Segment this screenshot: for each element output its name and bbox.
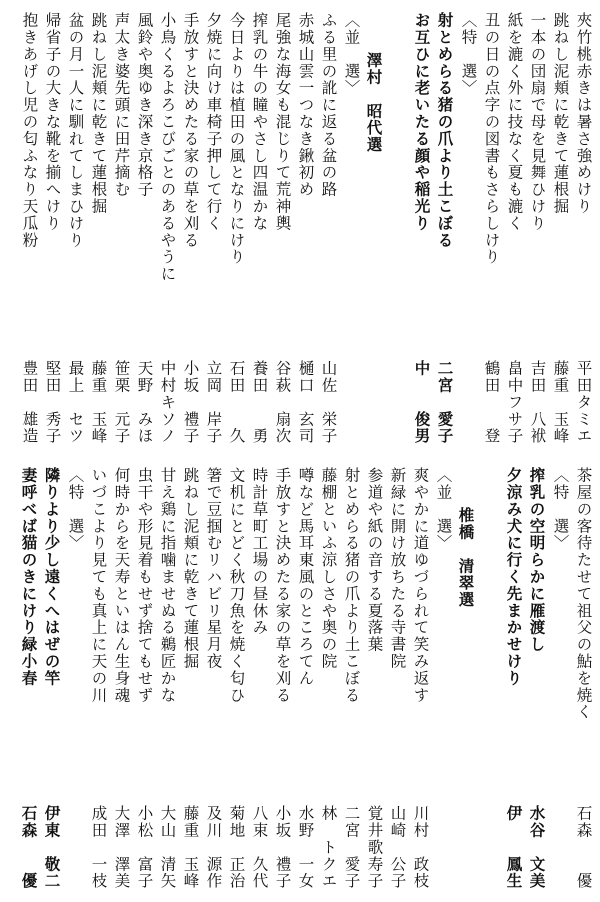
author-name: 山佐 栄子 — [319, 360, 338, 445]
haiku-text: 小鳥くるよろこびごとのあるやうに — [158, 12, 177, 283]
haiku-text: 今日よりは植田の風となりにけり — [227, 12, 246, 266]
author-name: 成田 一枝 — [89, 805, 108, 890]
author-name: 水谷 文美 — [527, 805, 547, 890]
haiku-text: 夕焼に向け車椅子押して行く — [204, 12, 223, 232]
author-name: 豊田 雄造 — [20, 360, 39, 445]
haiku-text: 跳ねし泥頬に乾きて蓮根掘 — [89, 12, 108, 215]
haiku-text: 尾強な海女も混じりて荒神輿 — [273, 12, 292, 232]
haiku-text: 赤城山雲一つなき鍬初め — [296, 12, 315, 198]
author-name: 林 トクエ — [319, 805, 338, 890]
author-name: 樋口 玄司 — [296, 360, 315, 445]
author-name: 天野 みほ — [135, 360, 154, 445]
author-name: 養田 勇 — [250, 360, 269, 445]
section-heading-special: 〈特 選〉 — [551, 467, 570, 552]
haiku-text: 箸で豆掴むリハビリ星月夜 — [204, 467, 223, 670]
author-name: 藤重 玉峰 — [551, 360, 570, 445]
author-name: 二宮 愛子 — [435, 360, 455, 445]
author-name: 八束 久代 — [250, 805, 269, 890]
haiku-text: 手放すと決めたる家の草を刈る — [273, 467, 292, 704]
section-heading-regular: 〈並 選〉 — [434, 467, 453, 552]
haiku-text: 新緑に開け放ちたる寺書院 — [388, 467, 407, 670]
haiku-text: 射とめらる猪の爪より土こぼる — [342, 467, 361, 704]
author-name: 小坂 禮子 — [181, 360, 200, 445]
haiku-text: お互ひに老いたる顔や稲光り — [412, 12, 432, 232]
haiku-text: 盆の月一人に馴れてしまひけり — [66, 12, 85, 249]
author-name: 吉田 八袱 — [528, 360, 547, 445]
author-name: 石田 久 — [227, 360, 246, 445]
haiku-text: 声太き婆先頭に田芹摘む — [112, 12, 131, 198]
author-name: 藤重 玉峰 — [89, 360, 108, 445]
haiku-text: 時計草町工場の昼休み — [250, 467, 269, 636]
haiku-text: 丑の日の点字の図書もさらしけり — [482, 12, 501, 266]
haiku-text: 甘え鶏に指噛ませぬる鵜匠かな — [158, 467, 177, 704]
author-name: 伊東 敬二 — [42, 805, 62, 890]
author-name: 藤重 玉峰 — [181, 805, 200, 890]
author-name: 伊 鳳生 — [504, 805, 524, 890]
haiku-text: 搾乳の牛の瞳やさし四温かな — [250, 12, 269, 232]
haiku-text: いづこより見ても真上に天の川 — [89, 467, 108, 704]
author-name: 川村 政枝 — [411, 805, 430, 890]
author-name: 小坂 禮子 — [273, 805, 292, 890]
haiku-text: 一本の団扇で母を見舞ひけり — [528, 12, 547, 232]
author-name: 最上 セツ — [66, 360, 85, 445]
haiku-text: 帰省子の大きな靴を揃へけり — [43, 12, 62, 232]
haiku-text: 虫干や形見着もせず捨てもせず — [135, 467, 154, 704]
author-name: 中村キソノ — [158, 360, 177, 445]
author-name: 石森 優 — [19, 805, 39, 890]
author-name: 中 俊男 — [412, 360, 432, 445]
author-name: 谷萩 扇次 — [273, 360, 292, 445]
author-name: 石森 優 — [574, 805, 593, 890]
author-name: 笹栗 元子 — [112, 360, 131, 445]
author-name: 堅田 秀子 — [43, 360, 62, 445]
section-heading-special: 〈特 選〉 — [459, 12, 478, 97]
selector-name: 椎橋 清翠選 — [456, 507, 476, 609]
haiku-text: 妻呼べば猫のきにけり緑小春 — [19, 467, 39, 687]
author-name: 鶴田 登 — [482, 360, 501, 445]
author-name: 覚井歌寿子 — [365, 805, 384, 890]
section-heading-special: 〈特 選〉 — [66, 467, 85, 552]
author-name: 山崎 公子 — [388, 805, 407, 890]
haiku-text: 風鈴や奥ゆき深き京格子 — [135, 12, 154, 198]
selector-name: 澤村 昭代選 — [364, 52, 384, 154]
haiku-text: 紙を漉く外に技なく夏も漉く — [505, 12, 524, 232]
author-name: 菊地 正治 — [227, 805, 246, 890]
haiku-text: 藤棚といふ涼しさや奥の院 — [319, 467, 338, 670]
haiku-text: 茶屋の客待たせて祖父の鮎を焼く — [574, 467, 593, 721]
author-name: 大澤 澤美 — [112, 805, 131, 890]
haiku-text: 手放すと決めたる家の草を刈る — [181, 12, 200, 249]
haiku-text: 文机にとどく秋刀魚を焼く匂ひ — [227, 467, 246, 704]
author-name: 平田タミエ — [574, 360, 593, 445]
author-name: 畠中フサ子 — [505, 360, 524, 445]
haiku-text: 抱きあげし児の匂ふなり天瓜粉 — [20, 12, 39, 249]
author-name: 及川 源作 — [204, 805, 223, 890]
author-name: 小松 富子 — [135, 805, 154, 890]
haiku-text: 夾竹桃赤きは暑さ強めけり — [574, 12, 593, 215]
haiku-text: 隣りより少し遠くへはぜの竿 — [42, 467, 62, 687]
haiku-text: 射とめらる猪の爪より土こぼる — [435, 12, 455, 249]
author-name: 立岡 岸子 — [204, 360, 223, 445]
haiku-text: 跳ねし泥頬に乾きて蓮根掘 — [181, 467, 200, 670]
haiku-text: 搾乳の空明らかに雁渡し — [527, 467, 547, 653]
author-name: 二宮 愛子 — [342, 805, 361, 890]
haiku-text: 爽やかに道ゆづられて笑み返す — [411, 467, 430, 704]
haiku-text: 参道や紙の音する夏落葉 — [365, 467, 384, 653]
haiku-text: 夕涼み犬に行く先まかせけり — [504, 467, 524, 687]
haiku-text: ふる里の訛に返る盆の路 — [319, 12, 338, 198]
author-name: 大山 清矢 — [158, 805, 177, 890]
author-name: 水野 一女 — [296, 805, 315, 890]
haiku-text: 何時からを天寿といはん生身魂 — [112, 467, 131, 704]
section-heading-regular: 〈並 選〉 — [342, 12, 361, 97]
haiku-text: 跳ねし泥頬に乾きて蓮根掘 — [551, 12, 570, 215]
haiku-text: 噂など馬耳東風のところてん — [296, 467, 315, 687]
